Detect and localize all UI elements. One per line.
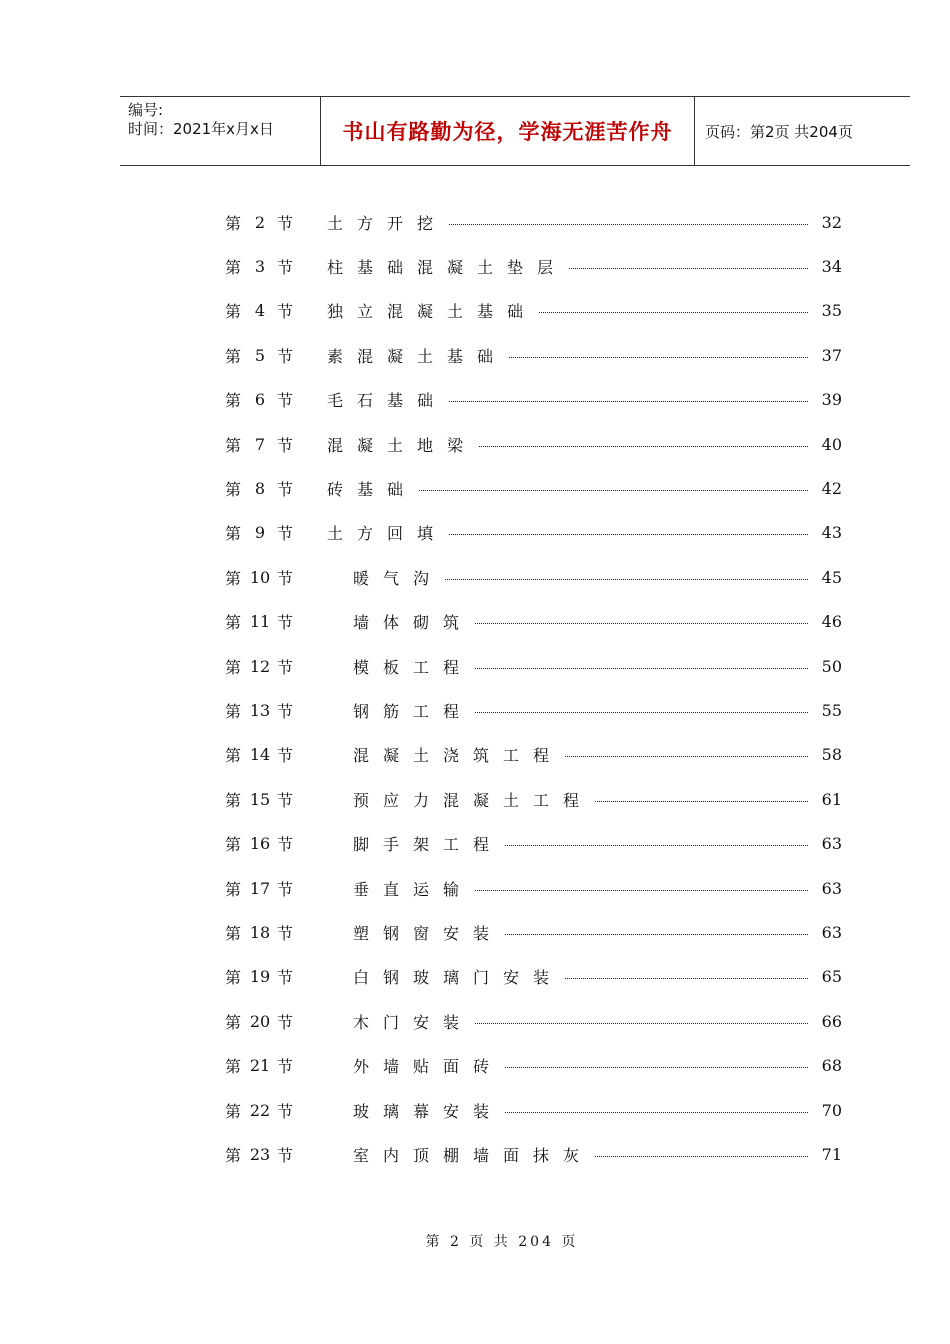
- toc-section-suffix: 节: [277, 346, 294, 366]
- toc-section-number: [225, 832, 295, 855]
- toc-dot-leader: [569, 268, 808, 269]
- toc-entry-title: 土方回填: [327, 524, 448, 544]
- toc-section-suffix: 节: [277, 835, 294, 855]
- toc-section-index: 6: [254, 390, 266, 410]
- toc-entry-title: 暖气沟: [353, 568, 444, 588]
- toc-section-suffix: 节: [277, 968, 294, 988]
- toc-entry[interactable]: [225, 555, 842, 599]
- toc-section-suffix: 节: [277, 879, 294, 899]
- toc-entry-title: 模板工程: [353, 657, 474, 677]
- toc-entry-title: 脚手架工程: [353, 835, 504, 855]
- toc-section-suffix: 节: [277, 480, 294, 500]
- toc-dot-leader: [505, 1112, 808, 1113]
- toc-section-index: 18: [249, 922, 271, 942]
- toc-section-number: [225, 610, 295, 633]
- toc-dot-leader: [595, 801, 808, 802]
- toc-entry-title: 垂直运输: [353, 879, 474, 899]
- toc-dot-leader: [505, 934, 808, 935]
- toc-section-prefix: 第: [225, 435, 242, 455]
- toc-dot-leader: [539, 312, 808, 313]
- toc-dot-leader: [449, 224, 808, 225]
- toc-page-number: 43: [821, 523, 842, 543]
- toc-dot-leader: [565, 756, 808, 757]
- toc-page-number: 42: [821, 479, 842, 499]
- toc-section-index: 22: [249, 1100, 271, 1120]
- toc-entry[interactable]: [225, 1132, 842, 1176]
- toc-section-prefix: 第: [225, 790, 242, 810]
- header-page-info: 页码：第2页 共204页: [705, 122, 853, 141]
- toc-section-prefix: 第: [225, 1057, 242, 1077]
- toc-section-prefix: 第: [225, 391, 242, 411]
- toc-section-index: 19: [249, 967, 271, 987]
- toc-section-suffix: 节: [277, 701, 294, 721]
- toc-section-index: 20: [249, 1011, 271, 1031]
- toc-entry-title: 白钢玻璃门安装: [353, 968, 564, 988]
- toc-entry[interactable]: [225, 466, 842, 510]
- toc-section-prefix: 第: [225, 1145, 242, 1165]
- toc-section-number: [225, 655, 295, 678]
- toc-entry[interactable]: [225, 777, 842, 821]
- toc-entry[interactable]: [225, 511, 842, 555]
- toc-entry-title: 砖基础: [327, 480, 418, 500]
- toc-section-prefix: 第: [225, 923, 242, 943]
- table-of-contents: [225, 200, 842, 1177]
- toc-dot-leader: [449, 401, 808, 402]
- page-footer: 第 2 页 共 204 页: [425, 1234, 579, 1250]
- toc-entry[interactable]: [225, 378, 842, 422]
- toc-section-index: 9: [254, 523, 266, 543]
- toc-entry-title: 塑钢窗安装: [353, 923, 504, 943]
- toc-section-suffix: 节: [277, 1057, 294, 1077]
- toc-section-number: [225, 699, 295, 722]
- toc-entry[interactable]: [225, 200, 842, 244]
- toc-section-index: 14: [249, 745, 271, 765]
- toc-entry[interactable]: [225, 688, 842, 732]
- toc-page-number: 58: [821, 745, 842, 765]
- toc-entry[interactable]: [225, 955, 842, 999]
- toc-section-number: [225, 921, 295, 944]
- toc-page-number: 55: [821, 700, 842, 720]
- toc-section-number: [225, 1054, 295, 1077]
- toc-page-number: 46: [821, 612, 842, 632]
- toc-section-number: [225, 344, 295, 367]
- header-meta: [120, 97, 321, 165]
- toc-dot-leader: [479, 446, 808, 447]
- toc-dot-leader: [475, 668, 808, 669]
- toc-entry-title: 玻璃幕安装: [353, 1101, 504, 1121]
- toc-entry-title: 钢筋工程: [353, 701, 474, 721]
- toc-entry[interactable]: [225, 999, 842, 1043]
- toc-section-index: 16: [249, 834, 271, 854]
- toc-section-index: 12: [249, 656, 271, 676]
- toc-section-index: 4: [254, 301, 266, 321]
- toc-page-number: 45: [821, 567, 842, 587]
- toc-page-number: 50: [821, 656, 842, 676]
- toc-section-index: 17: [249, 878, 271, 898]
- toc-dot-leader: [475, 890, 808, 891]
- header-motto: 书山有路勤为径，学海无涯苦作舟: [321, 97, 695, 165]
- toc-section-suffix: 节: [277, 435, 294, 455]
- toc-entry-title: 室内顶棚墙面抹灰: [353, 1145, 594, 1165]
- toc-section-index: 7: [254, 434, 266, 454]
- toc-page-number: 32: [821, 212, 842, 232]
- toc-entry[interactable]: [225, 600, 842, 644]
- toc-section-prefix: 第: [225, 1012, 242, 1032]
- toc-section-prefix: 第: [225, 657, 242, 677]
- toc-section-number: [225, 566, 295, 589]
- toc-section-number: [225, 255, 295, 278]
- toc-section-index: 15: [249, 789, 271, 809]
- toc-entry[interactable]: [225, 866, 842, 910]
- toc-page-number: 65: [821, 967, 842, 987]
- toc-page-number: 70: [821, 1100, 842, 1120]
- toc-section-prefix: 第: [225, 480, 242, 500]
- toc-page-number: 34: [821, 257, 842, 277]
- toc-section-suffix: 节: [277, 391, 294, 411]
- toc-section-prefix: 第: [225, 346, 242, 366]
- toc-section-suffix: 节: [277, 746, 294, 766]
- toc-entry[interactable]: [225, 333, 842, 377]
- toc-section-prefix: 第: [225, 879, 242, 899]
- toc-page-number: 68: [821, 1056, 842, 1076]
- toc-section-prefix: 第: [225, 835, 242, 855]
- toc-entry-title: 毛石基础: [327, 391, 448, 411]
- toc-entry[interactable]: [225, 644, 842, 688]
- toc-entry[interactable]: [225, 821, 842, 865]
- toc-dot-leader: [445, 579, 808, 580]
- toc-section-prefix: 第: [225, 746, 242, 766]
- toc-entry-title: 混凝土地梁: [327, 435, 478, 455]
- toc-section-number: [225, 1143, 295, 1166]
- toc-dot-leader: [509, 357, 808, 358]
- toc-dot-leader: [595, 1156, 808, 1157]
- toc-section-suffix: 节: [277, 613, 294, 633]
- toc-section-suffix: 节: [277, 258, 294, 278]
- toc-section-number: [225, 743, 295, 766]
- toc-section-index: 10: [249, 567, 271, 587]
- toc-section-suffix: 节: [277, 790, 294, 810]
- toc-section-number: [225, 1010, 295, 1033]
- toc-page-number: 63: [821, 922, 842, 942]
- toc-entry-title: 独立混凝土基础: [327, 302, 538, 322]
- toc-section-index: 11: [249, 612, 271, 632]
- toc-section-suffix: 节: [277, 524, 294, 544]
- toc-section-number: [225, 877, 295, 900]
- toc-entry-title: 素混凝土基础: [327, 346, 508, 366]
- toc-dot-leader: [475, 712, 808, 713]
- toc-page-number: 66: [821, 1011, 842, 1031]
- toc-section-suffix: 节: [277, 923, 294, 943]
- toc-section-index: 5: [254, 345, 266, 365]
- toc-dot-leader: [475, 623, 808, 624]
- toc-page-number: 71: [821, 1144, 842, 1164]
- toc-entry-title: 混凝土浇筑工程: [353, 746, 564, 766]
- toc-section-index: 23: [249, 1144, 271, 1164]
- toc-page-number: 35: [821, 301, 842, 321]
- toc-entry-title: 墙体砌筑: [353, 613, 474, 633]
- toc-section-prefix: 第: [225, 524, 242, 544]
- toc-section-prefix: 第: [225, 258, 242, 278]
- toc-section-prefix: 第: [225, 302, 242, 322]
- document-header: [120, 96, 910, 166]
- toc-entry-title: 预应力混凝土工程: [353, 790, 594, 810]
- toc-section-prefix: 第: [225, 213, 242, 233]
- toc-section-number: [225, 1099, 295, 1122]
- toc-section-prefix: 第: [225, 968, 242, 988]
- toc-entry-title: 外墙贴面砖: [353, 1057, 504, 1077]
- toc-section-prefix: 第: [225, 613, 242, 633]
- toc-section-index: 13: [249, 700, 271, 720]
- toc-entry[interactable]: [225, 1043, 842, 1087]
- toc-section-number: [225, 299, 295, 322]
- toc-section-number: [225, 477, 295, 500]
- toc-page-number: 39: [821, 390, 842, 410]
- toc-entry-title: 柱基础混凝土垫层: [327, 258, 568, 278]
- toc-section-number: [225, 211, 295, 234]
- toc-section-suffix: 节: [277, 302, 294, 322]
- toc-entry[interactable]: [225, 244, 842, 288]
- toc-section-index: 2: [254, 212, 266, 232]
- toc-section-suffix: 节: [277, 1012, 294, 1032]
- toc-section-number: [225, 521, 295, 544]
- toc-entry[interactable]: [225, 733, 842, 777]
- toc-entry[interactable]: [225, 1088, 842, 1132]
- toc-section-prefix: 第: [225, 701, 242, 721]
- toc-page-number: 37: [821, 345, 842, 365]
- toc-section-index: 3: [254, 257, 266, 277]
- toc-section-index: 8: [254, 479, 266, 499]
- toc-dot-leader: [565, 978, 808, 979]
- toc-entry-title: 土方开挖: [327, 213, 448, 233]
- toc-page-number: 40: [821, 434, 842, 454]
- toc-entry[interactable]: [225, 289, 842, 333]
- toc-entry[interactable]: [225, 910, 842, 954]
- toc-section-prefix: 第: [225, 568, 242, 588]
- toc-section-number: [225, 388, 295, 411]
- toc-section-number: [225, 965, 295, 988]
- toc-page-number: 63: [821, 878, 842, 898]
- time-label: 时间：2021年x月x日: [128, 120, 274, 138]
- serial-label: 编号:: [128, 101, 164, 119]
- toc-dot-leader: [419, 490, 808, 491]
- toc-section-number: [225, 788, 295, 811]
- toc-dot-leader: [449, 534, 808, 535]
- toc-page-number: 61: [821, 789, 842, 809]
- toc-section-suffix: 节: [277, 568, 294, 588]
- toc-dot-leader: [505, 1067, 808, 1068]
- toc-section-suffix: 节: [277, 657, 294, 677]
- toc-section-index: 21: [249, 1056, 271, 1076]
- toc-page-number: 63: [821, 834, 842, 854]
- toc-section-prefix: 第: [225, 1101, 242, 1121]
- toc-section-suffix: 节: [277, 213, 294, 233]
- toc-dot-leader: [505, 845, 808, 846]
- toc-section-suffix: 节: [277, 1101, 294, 1121]
- toc-entry[interactable]: [225, 422, 842, 466]
- toc-section-suffix: 节: [277, 1145, 294, 1165]
- toc-dot-leader: [475, 1023, 808, 1024]
- toc-section-number: [225, 433, 295, 456]
- toc-entry-title: 木门安装: [353, 1012, 474, 1032]
